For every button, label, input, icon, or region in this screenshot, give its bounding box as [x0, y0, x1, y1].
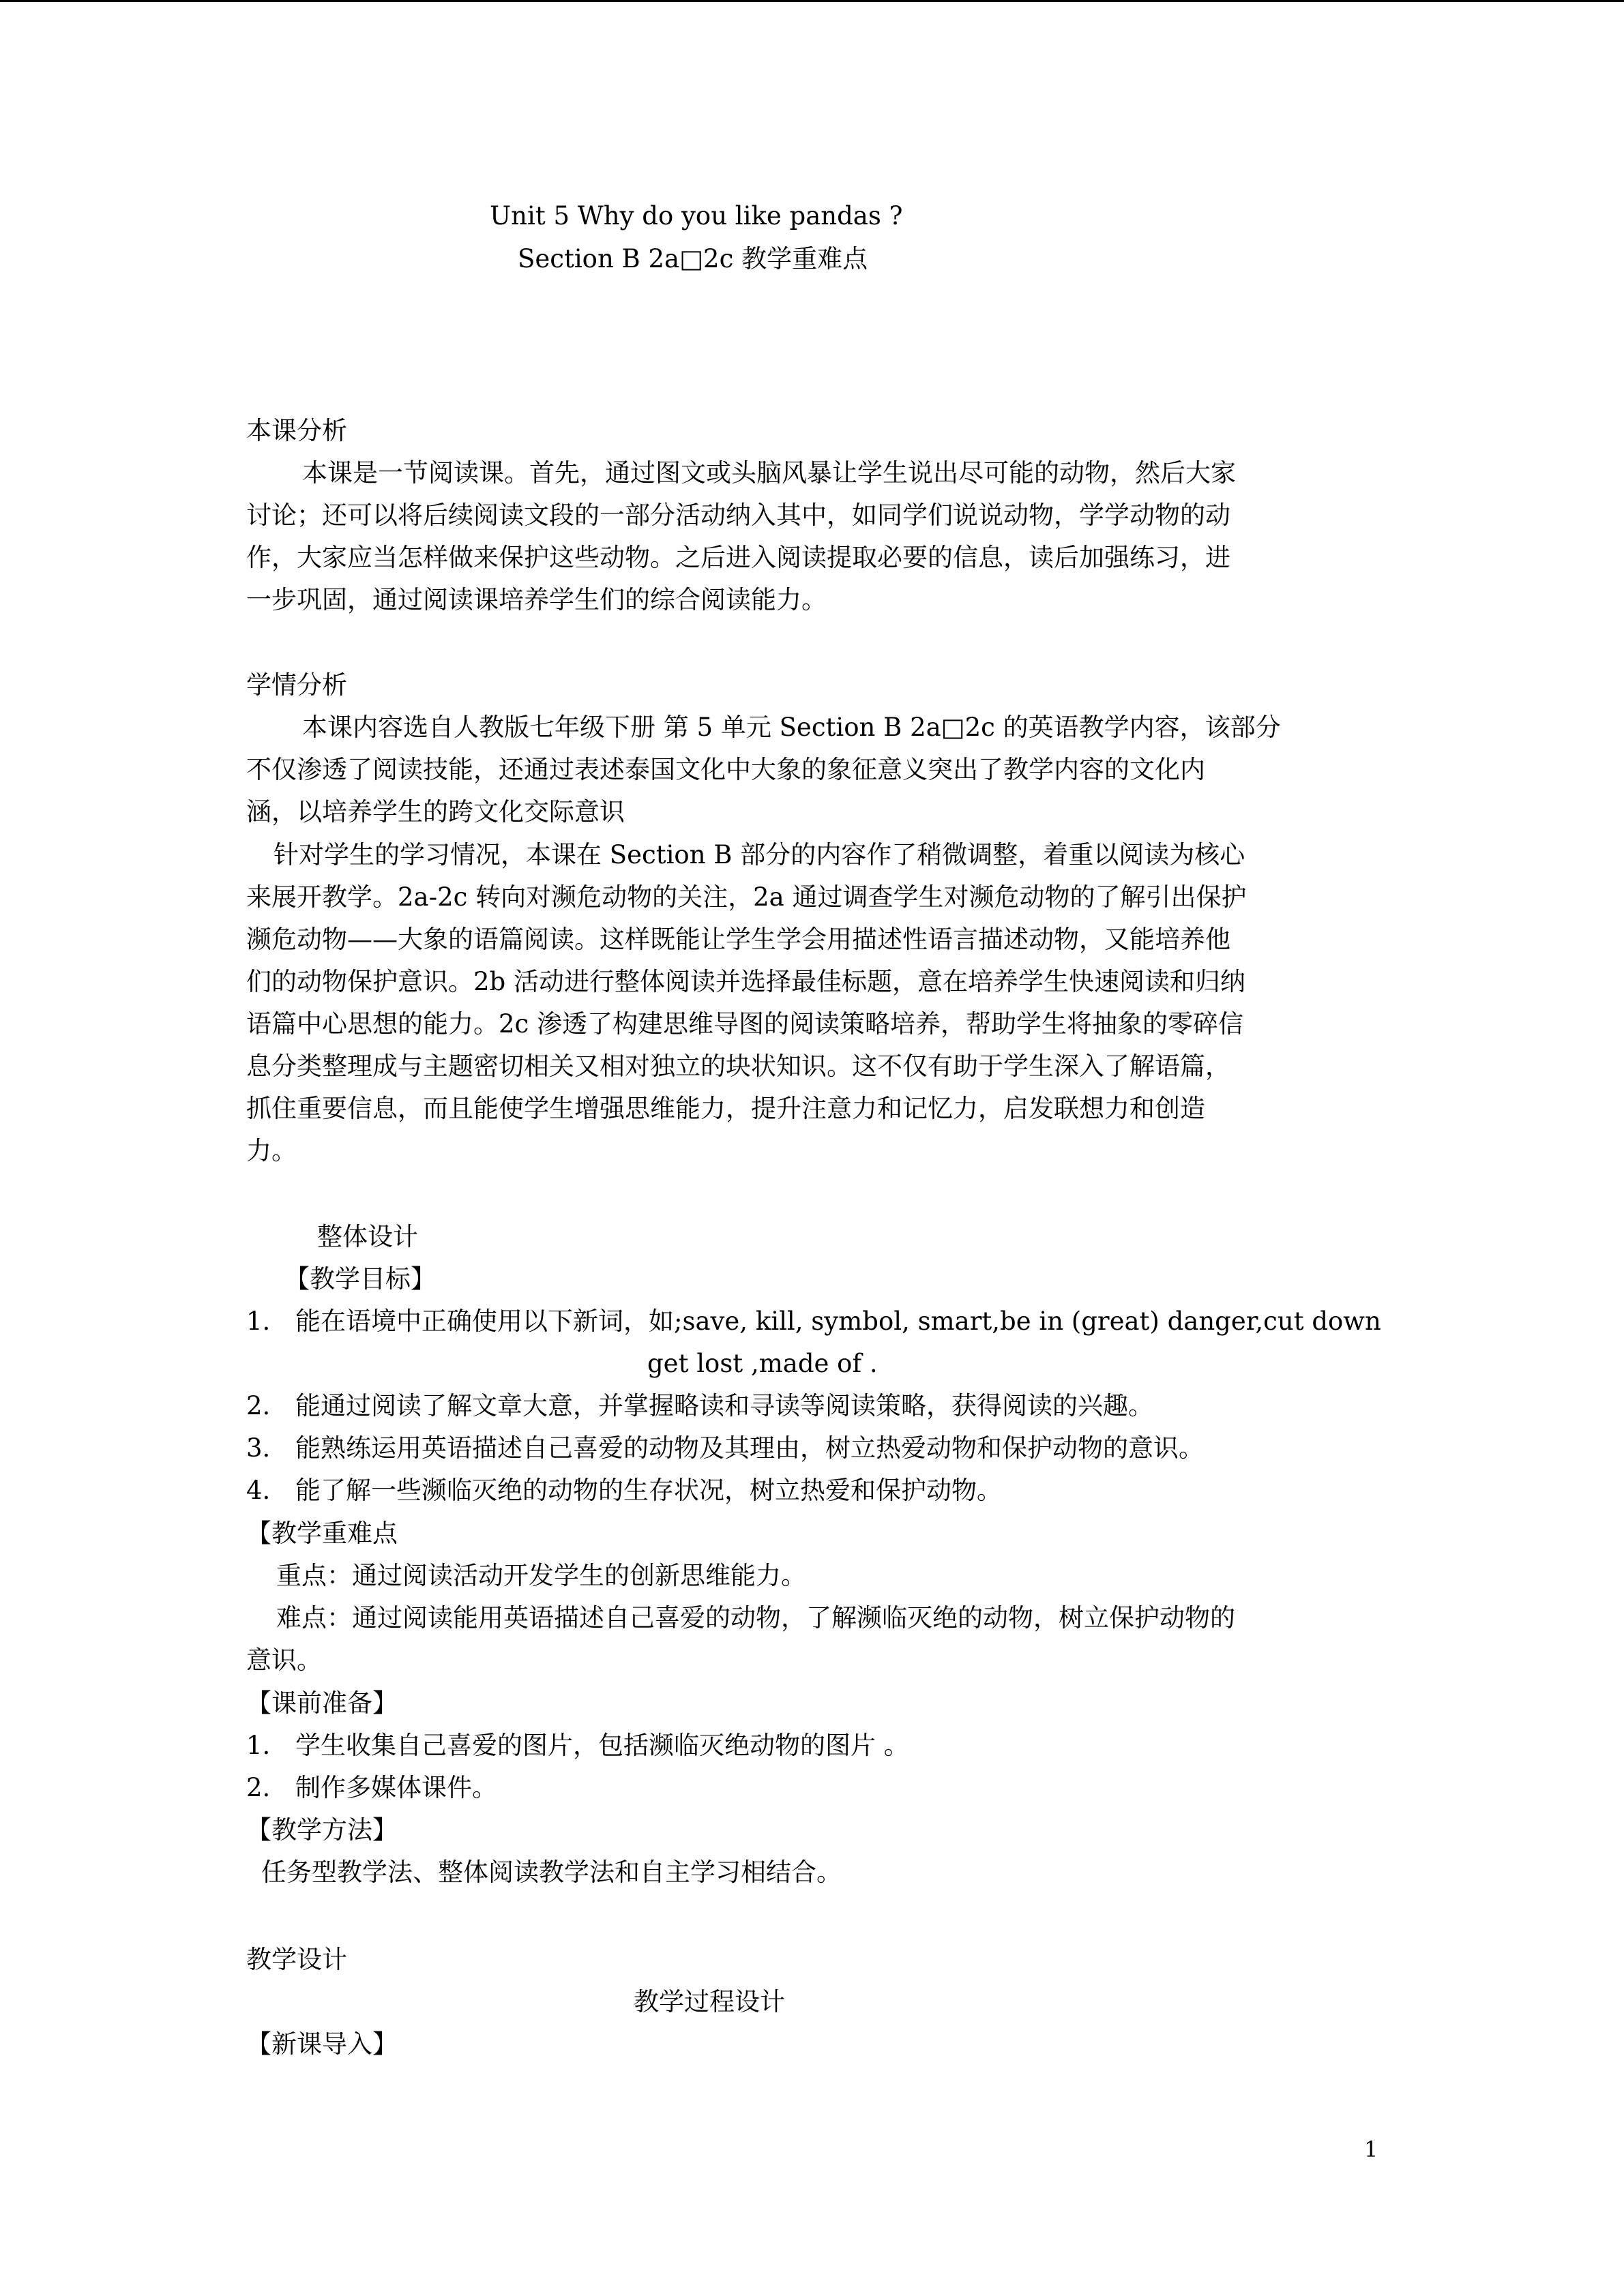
student-analysis-line: 力。	[246, 1136, 297, 1165]
objectives-heading: 【教学目标】	[284, 1264, 436, 1294]
student-analysis-line: 抓住重要信息，而且能使学生增强思维能力，提升注意力和记忆力，启发联想力和创造	[246, 1094, 1205, 1123]
objective-number: 2.	[246, 1391, 271, 1420]
objective-number: 1.	[246, 1307, 271, 1336]
lesson-analysis-heading: 本课分析	[246, 416, 347, 445]
student-analysis-line: 们的动物保护意识。2b 活动进行整体阅读并选择最佳标题，意在培养学生快速阅读和归纳	[246, 967, 1245, 996]
difficult-point-continued: 意识。	[246, 1645, 322, 1675]
intro-heading: 【新课导入】	[246, 2029, 398, 2059]
title-line-1: Unit 5 Why do you like pandas ?	[490, 201, 903, 230]
student-analysis-line: 本课内容选自人教版七年级下册 第 5 单元 Section B 2a□2c 的英语教学内容，该部分	[302, 713, 1281, 742]
objective-text: 能通过阅读了解文章大意，并掌握略读和寻读等阅读策略，获得阅读的兴趣。	[295, 1391, 1153, 1420]
student-analysis-line: 针对学生的学习情况，本课在 Section B 部分的内容作了稍微调整，着重以阅读为核心	[274, 840, 1245, 869]
student-analysis-line: 语篇中心思想的能力。2c 渗透了构建思维导图的阅读策略培养，帮助学生将抽象的零碎信	[246, 1009, 1244, 1039]
method-text: 任务型教学法、整体阅读教学法和自主学习相结合。	[261, 1858, 842, 1887]
objective-number: 4.	[246, 1476, 271, 1505]
student-analysis-heading: 学情分析	[246, 670, 347, 700]
objective-text: 能了解一些濒临灭绝的动物的生存状况，树立热爱和保护动物。	[295, 1476, 1002, 1505]
objective-text: 能熟练运用英语描述自己喜爱的动物及其理由，树立热爱动物和保护动物的意识。	[295, 1433, 1204, 1463]
preparation-heading: 【课前准备】	[246, 1688, 398, 1718]
difficult-point: 难点：通过阅读能用英语描述自己喜爱的动物，了解濒临灭绝的动物，树立保护动物的	[276, 1603, 1235, 1632]
lesson-analysis-line: 作，大家应当怎样做来保护这些动物。之后进入阅读提取必要的信息，读后加强练习，进	[246, 543, 1230, 572]
objective-number: 3.	[246, 1433, 271, 1463]
key-points-heading: 【教学重难点	[246, 1519, 398, 1548]
lesson-analysis-line: 本课是一节阅读课。首先，通过图文或头脑风暴让学生说出尽可能的动物，然后大家	[302, 458, 1236, 488]
method-heading: 【教学方法】	[246, 1815, 398, 1845]
preparation-number: 1.	[246, 1731, 271, 1760]
preparation-text: 学生收集自己喜爱的图片，包括濒临灭绝动物的图片 。	[295, 1731, 909, 1760]
student-analysis-line: 濒危动物——大象的语篇阅读。这样既能让学生学会用描述性语言描述动物，又能培养他	[246, 925, 1230, 954]
objective-text: get lost ,made of .	[647, 1349, 878, 1378]
page-number: 1	[1364, 2136, 1378, 2162]
top-border-line	[0, 0, 1624, 2]
student-analysis-line: 息分类整理成与主题密切相关又相对独立的块状知识。这不仅有助于学生深入了解语篇，	[246, 1052, 1230, 1081]
preparation-number: 2.	[246, 1773, 271, 1802]
objective-text: 能在语境中正确使用以下新词，如;save, kill, symbol, smart,be in (great) danger,cut down	[295, 1307, 1381, 1336]
student-analysis-line: 涵，以培养学生的跨文化交际意识	[246, 797, 625, 826]
preparation-text: 制作多媒体课件。	[295, 1773, 497, 1802]
lesson-analysis-line: 讨论；还可以将后续阅读文段的一部分活动纳入其中，如同学们说说动物，学学动物的动	[246, 501, 1230, 530]
key-point: 重点：通过阅读活动开发学生的创新思维能力。	[276, 1561, 806, 1590]
student-analysis-line: 不仅渗透了阅读技能，还通过表述泰国文化中大象的象征意义突出了教学内容的文化内	[246, 755, 1205, 784]
title-line-2: Section B 2a□2c 教学重难点	[518, 244, 868, 273]
teaching-design-heading: 教学设计	[246, 1945, 347, 1974]
student-analysis-line: 来展开教学。2a-2c 转向对濒危动物的关注，2a 通过调查学生对濒危动物的了解引出保护	[246, 882, 1247, 912]
lesson-analysis-line: 一步巩固，通过阅读课培养学生们的综合阅读能力。	[246, 585, 827, 614]
process-design-title: 教学过程设计	[634, 1987, 785, 2016]
overall-design-heading: 整体设计	[317, 1222, 418, 1251]
